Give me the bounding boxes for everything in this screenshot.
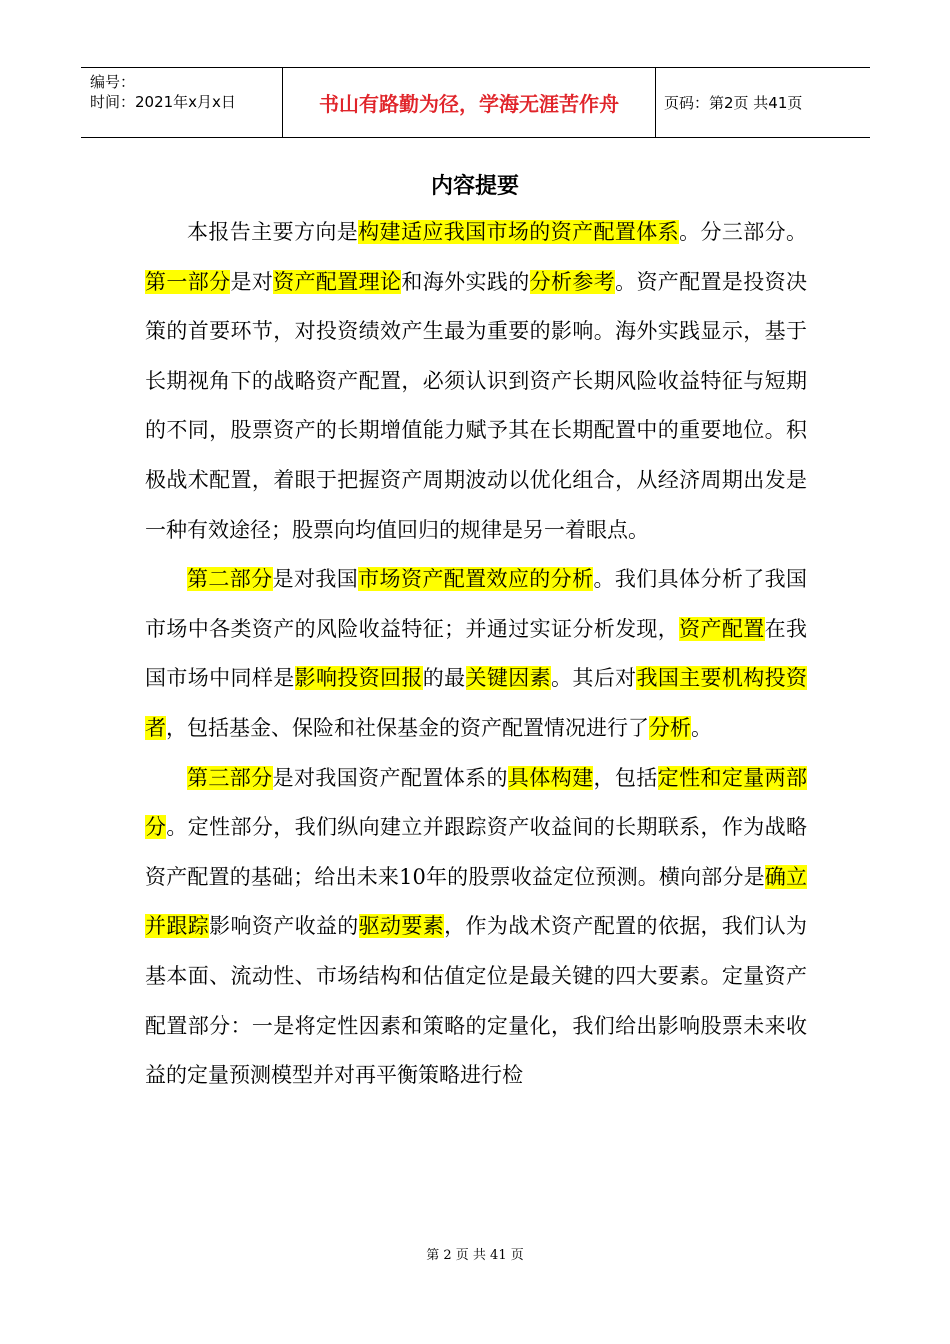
highlighted-text: 分析参考 (529, 269, 616, 294)
highlighted-text: 我国主要机构投资者 (145, 666, 808, 740)
highlighted-text: 构建适应我国市场的资产配置体系 (358, 220, 680, 244)
text-run: 。资产配置是投资决策的首要环节，对投资绩效产生最为重要的影响。海外实践显示，基于长期视角下的战略资产配置，必须认识到资产长期风险收益特征与短期的不同，股票资产的长期增值能力赋予其在长期配置中的重要地位。积极战术配置，着眼于把握资产周期波动以优化组合，从经济周期出发是一种有效途径；股票向均值回归的规律是另一着眼点。 (145, 269, 808, 542)
highlighted-text: 资产配置理论 (273, 269, 402, 294)
highlighted-text: 确立并跟踪 (145, 864, 807, 939)
highlighted-text: 市场资产配置效应的分析 (358, 567, 594, 592)
text-run: 。其后对 (550, 666, 637, 691)
number-label: 编号： (90, 73, 136, 91)
paragraph (145, 754, 807, 1101)
header-meta (81, 68, 282, 137)
highlighted-text: 第二部分 (187, 567, 273, 592)
header-motto: 书山有路勤为径，学海无涯苦作舟 (282, 68, 656, 137)
text-run: 的最 (422, 666, 466, 691)
highlighted-text: 具体构建 (507, 765, 594, 790)
text-run: 和海外实践的 (401, 269, 530, 294)
text-run: 影响资产收益的 (209, 914, 359, 939)
highlighted-text: 定性和定量两部分 (145, 765, 808, 840)
highlighted-text: 关键因素 (465, 666, 551, 691)
header-page-info: 页码：第2页 共41页 (664, 94, 803, 112)
text-run: 。我们具体分析了我国市场中各类资产的风险收益特征；并通过实证分析发现， (145, 567, 808, 641)
paragraph (145, 208, 807, 555)
paragraph (145, 555, 807, 753)
page-title: 内容提要 (430, 174, 519, 199)
text-run: 是对我国资产配置体系的 (272, 765, 508, 790)
highlighted-text: 资产配置 (679, 616, 765, 641)
text-run: ，包括基金、保险和社保基金的资产配置情况进行了 (166, 715, 649, 740)
text-run: 在我国市场中同样是 (145, 616, 808, 691)
text-run: 是对 (230, 269, 274, 294)
text-run: 。 (691, 715, 712, 740)
text-run: 。定性部分，我们纵向建立并跟踪资产收益间的长期联系，作为战略资产配置的基础；给出未来10年的股票收益定位预测。横向部分是 (145, 815, 808, 889)
text-run: 是对我国 (272, 567, 359, 592)
highlighted-text: 影响投资回报 (294, 666, 423, 691)
text-run: ，作为战术资产配置的依据，我们认为基本面、流动性、市场结构和估值定位是最关键的四大要素。定量资产配置部分：一是将定性因素和策略的定量化，我们给出影响股票未来收益的定量预测模型并对再平衡策略进行检 (145, 914, 808, 1088)
page-footer: 第 2 页 共 41 页 (426, 1248, 524, 1263)
highlighted-text: 驱动要素 (358, 914, 445, 939)
document-body (145, 208, 807, 1101)
text-run: 。分三部分。 (679, 220, 808, 244)
highlighted-text: 第三部分 (187, 765, 273, 790)
highlighted-text: 第一部分 (145, 269, 231, 294)
time-label: 时间：2021年x月x日 (90, 93, 236, 111)
text-run: 本报告主要方向是 (187, 220, 359, 244)
text-run: ，包括 (593, 765, 658, 790)
document-header (81, 67, 870, 138)
highlighted-text: 分析 (649, 715, 691, 740)
